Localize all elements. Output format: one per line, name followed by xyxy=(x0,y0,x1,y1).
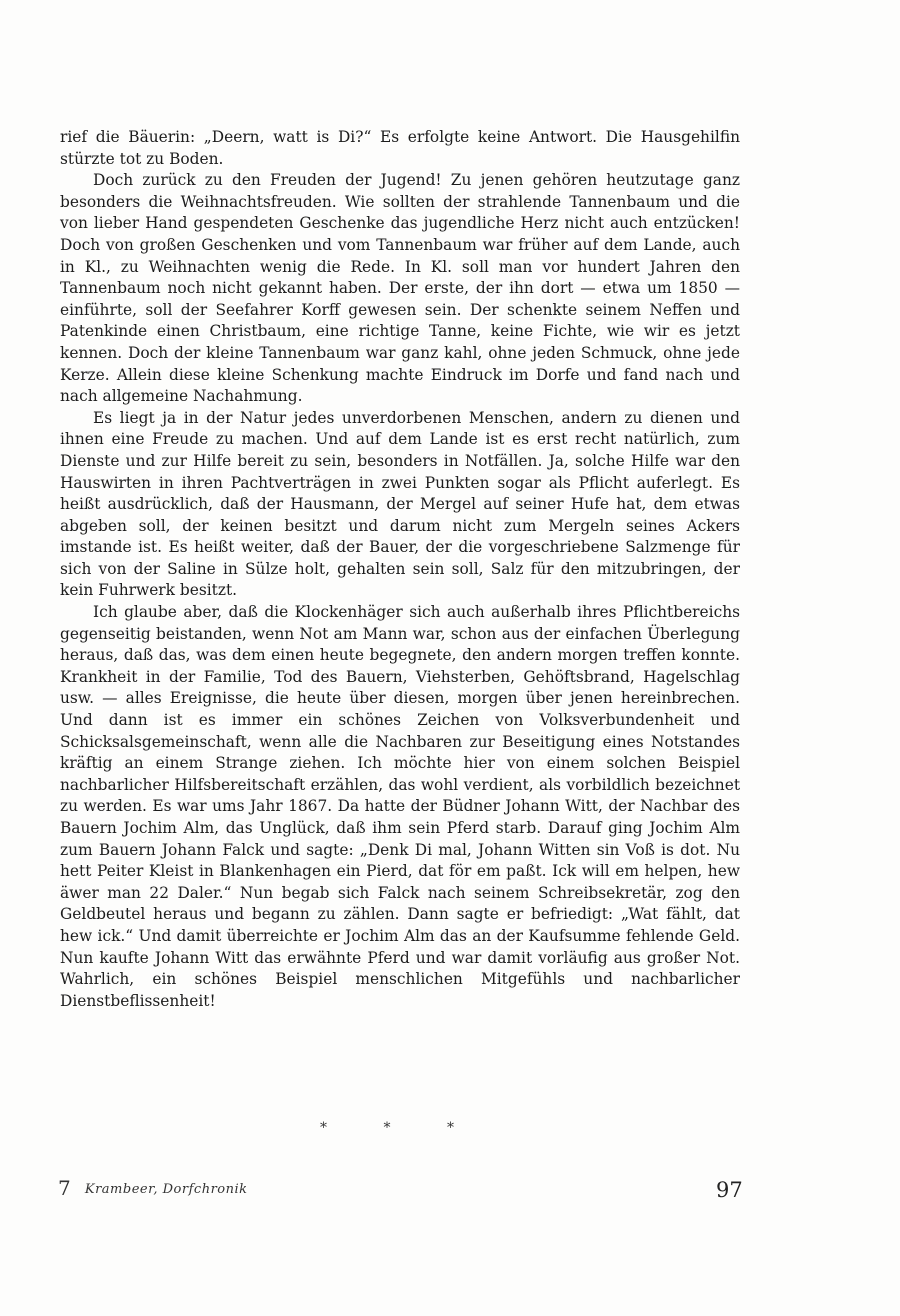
paragraph-horse-story: Ich glaube aber, daß die Klockenhäger sich auch außerhalb ihres Pflichtbereichs gegenseitig beistanden, wenn Not am Mann war, schon aus der einfachen Überlegung heraus, daß das, was dem einen heute begegnete, den andern morgen treffen konnte. Krankheit in der Familie, Tod des Bauern, Viehsterben, Gehöftsbrand, Hagelschlag usw. — alles Ereignisse, die heute über diesen, morgen über jenen hereinbrechen. Und dann ist es immer ein schönes Zeichen von Volksverbundenheit und Schicksalsgemeinschaft, wenn alle die Nachbaren zur Beseitigung eines Notstandes kräftig an einem Strange ziehen. Ich möchte hier von einem solchen Beispiel nachbarlicher Hilfsbereitschaft erzählen, das wohl verdient, als vorbildlich bezeichnet zu werden. Es war ums Jahr 1867. Da hatte der Büdner Johann Witt, der Nachbar des Bauern Jochim Alm, das Unglück, daß ihm sein Pferd starb. Darauf ging Jochim Alm zum Bauern Johann Falck und sagte: „Denk Di mal, Johann Witten sin Voß is dot. Nu hett Peiter Kleist in Blankenhagen ein Pierd, dat för em paßt. Ick will em helpen, hew äwer man 22 Daler.“ Nun begab sich Falck nach seinem Schreibsekretär, zog den Geldbeutel heraus und begann zu zählen. Dann sagte er befriedigt: „Wat fählt, dat hew ick.“ Und damit überreichte er Jochim Alm das an der Kaufsumme fehlende Geld. Nun kaufte Johann Witt das erwähnte Pferd und war damit vorläufig aus großer Not. Wahrlich, ein schönes Beispiel menschlichen Mitgefühls und nachbarlicher Dienstbeflissenheit! xyxy=(60,603,740,1010)
paragraph-neighborly-duty: Es liegt ja in der Natur jedes unverdorbenen Menschen, andern zu dienen und ihnen eine Freude zu machen. Und auf dem Lande ist es erst recht natürlich, zum Dienste und zur Hilfe bereit zu sein, besonders in Notfällen. Ja, solche Hilfe war den Hauswirten in ihren Pachtverträgen in zwei Punkten sogar als Pflicht auferlegt. Es heißt ausdrücklich, daß der Hausmann, der Mergel auf seiner Hufe hat, dem etwas abgeben soll, der keinen besitzt und darum nicht zum Mergeln seines Ackers imstande ist. Es heißt weiter, daß der Bauer, der die vorgeschriebene Salzmenge für sich von der Saline in Sülze holt, gehalten sein soll, Salz für den mitzubringen, der kein Fuhrwerk besitzt. xyxy=(60,408,740,600)
page-number: 97 xyxy=(716,1178,743,1202)
footer-signature xyxy=(58,1176,248,1200)
signature-number: 7 xyxy=(58,1176,71,1200)
paragraph-christmas-tree: Doch zurück zu den Freuden der Jugend! Zu jenen gehören heutzutage ganz besonders die Weihnachtsfreuden. Wie sollten der strahlende Tannenbaum und die von lieber Hand gespendeten Geschenke das jugendliche Herz nicht auch entzücken! Doch von großen Geschenken und vom Tannenbaum war früher auf dem Lande, auch in Kl., zu Weihnachten wenig die Rede. In Kl. soll man vor hundert Jahren den Tannenbaum noch nicht gekannt haben. Der erste, der ihn dort — etwa um 1850 — einführte, soll der Seefahrer Korff gewesen sein. Der schenkte seinem Neffen und Patenkinde einen Christbaum, eine richtige Tanne, keine Fichte, wie wir es jetzt kennen. Doch der kleine Tannenbaum war ganz kahl, ohne jeden Schmuck, ohne jede Kerze. Allein diese kleine Schenkung machte Eindruck im Dorfe und fand nach und nach allgemeine Nachahmung. xyxy=(60,171,740,406)
body-text xyxy=(60,127,740,1012)
paragraph-continuation: rief die Bäuerin: „Deern, watt is Di?“ Es erfolgte keine Antwort. Die Hausgehilfin stürzte tot zu Boden. xyxy=(60,128,740,168)
section-separator: * * * xyxy=(320,1120,480,1136)
source-title: Krambeer, Dorfchronik xyxy=(84,1182,248,1197)
